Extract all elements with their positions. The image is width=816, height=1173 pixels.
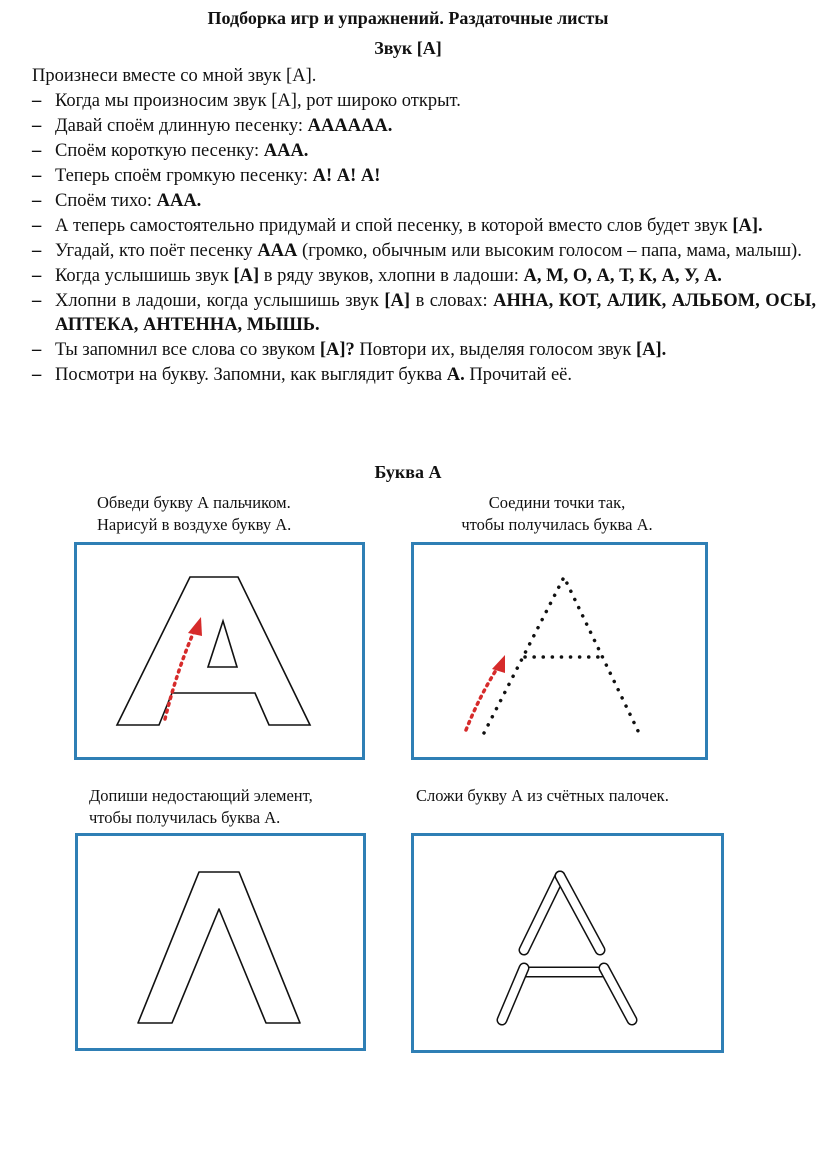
intro-text: Произнеси вместе со мной звук [А]. xyxy=(32,66,317,86)
exercise-text-bold: АННА, КОТ, АЛИК, АЛЬБОМ, ОСЫ, АПТЕКА, АНТЕННА, МЫШЬ. xyxy=(55,291,816,335)
counting-stick xyxy=(524,876,560,950)
exercise-item xyxy=(32,89,816,113)
exercise-item xyxy=(32,164,816,188)
exercise-text-bold: [А] xyxy=(384,291,411,311)
trace-arrow-dots xyxy=(466,667,498,730)
exercise-text: Когда услышишь звук xyxy=(55,266,234,286)
page-title: Подборка игр и упражнений. Раздаточные листы xyxy=(207,8,609,28)
exercise-text: Хлопни в ладоши, когда услышишь звук xyxy=(55,291,385,311)
outlined-letter-a-image xyxy=(77,545,362,757)
exercise-text-bold: А. xyxy=(446,365,465,385)
exercise-item xyxy=(32,264,816,288)
exercise-text: Угадай, кто поёт песенку xyxy=(55,241,258,261)
exercise-text: Теперь споём громкую песенку: xyxy=(55,166,313,186)
exercise-text: (громко, обычным или высоким голосом – папа, мама, малыш). xyxy=(297,241,802,261)
task-caption-connect-dots xyxy=(437,492,677,536)
task-caption-line: Нарисуй в воздухе букву А. xyxy=(97,515,292,534)
exercise-item xyxy=(32,239,816,263)
exercise-text: в словах: xyxy=(410,291,494,311)
exercise-item xyxy=(32,114,816,138)
sticks-letter-frame xyxy=(411,833,724,1053)
exercise-item xyxy=(32,189,816,213)
exercise-item xyxy=(32,363,816,387)
task-caption-line: чтобы получилась буква А. xyxy=(89,808,281,827)
exercise-text: Прочитай её. xyxy=(464,365,573,385)
arrow-head-icon xyxy=(492,655,505,673)
counting-stick xyxy=(560,876,600,950)
complete-letter-frame xyxy=(75,833,366,1051)
exercise-text-bold: А! А! А! xyxy=(312,166,381,186)
task-caption-complete xyxy=(89,785,313,829)
counting-stick xyxy=(502,968,524,1020)
exercise-item xyxy=(32,289,816,337)
exercise-item xyxy=(32,214,816,238)
task-caption-line: Допиши недостающий элемент, xyxy=(89,786,313,805)
exercise-item xyxy=(32,139,816,163)
dotted-letter-a-image xyxy=(414,545,705,757)
letter-section-title: Буква А xyxy=(374,462,442,482)
exercise-text-bold: А, М, О, А, Т, К, А, У, А. xyxy=(523,266,722,286)
connect-dots-frame xyxy=(411,542,708,760)
letter-a-inner-hole xyxy=(208,621,237,667)
trace-letter-frame xyxy=(74,542,365,760)
task-caption-trace xyxy=(97,492,291,536)
task-caption-line: Сложи букву А из счётных палочек. xyxy=(416,786,669,805)
exercise-list xyxy=(32,89,816,388)
counting-stick xyxy=(604,968,632,1020)
page-subtitle: Звук [А] xyxy=(374,38,442,58)
task-caption-line: Обведи букву А пальчиком. xyxy=(97,493,291,512)
exercise-text: в ряду звуков, хлопни в ладоши: xyxy=(259,266,524,286)
exercise-text: Повтори их, выделяя голосом звук xyxy=(354,340,636,360)
exercise-text-bold: ААА xyxy=(257,241,298,261)
letter-a-dots xyxy=(484,577,639,733)
incomplete-letter-a-image xyxy=(78,836,363,1048)
letter-a-without-crossbar xyxy=(138,872,300,1023)
exercise-text: Ты запомнил все слова со звуком xyxy=(55,340,320,360)
task-caption-sticks xyxy=(416,785,669,807)
exercise-text: Давай споём длинную песенку: xyxy=(55,116,308,136)
trace-arrow-dots xyxy=(165,629,195,719)
exercise-text-bold: [А]. xyxy=(636,340,667,360)
exercise-text-bold: ААА. xyxy=(156,191,202,211)
exercise-text-bold: [А]? xyxy=(319,340,355,360)
exercise-text-bold: [А]. xyxy=(732,216,763,236)
exercise-text: А теперь самостоятельно придумай и спой песенку, в которой вместо слов будет звук xyxy=(55,216,733,236)
sticks-letter-a-image xyxy=(414,836,721,1050)
task-caption-line: чтобы получилась буква А. xyxy=(461,515,653,534)
exercise-text: Споём тихо: xyxy=(55,191,157,211)
arrow-head-icon xyxy=(188,617,202,636)
exercise-text: Когда мы произносим звук [А], рот широко открыт. xyxy=(55,91,461,111)
task-caption-line: Соедини точки так, xyxy=(488,493,626,512)
exercise-item xyxy=(32,338,816,362)
exercise-text-bold: ААА. xyxy=(263,141,309,161)
exercise-text: Посмотри на букву. Запомни, как выглядит буква xyxy=(55,365,447,385)
exercise-text: Споём короткую песенку: xyxy=(55,141,264,161)
exercise-text-bold: [А] xyxy=(233,266,260,286)
exercise-text-bold: АААААА. xyxy=(307,116,393,136)
